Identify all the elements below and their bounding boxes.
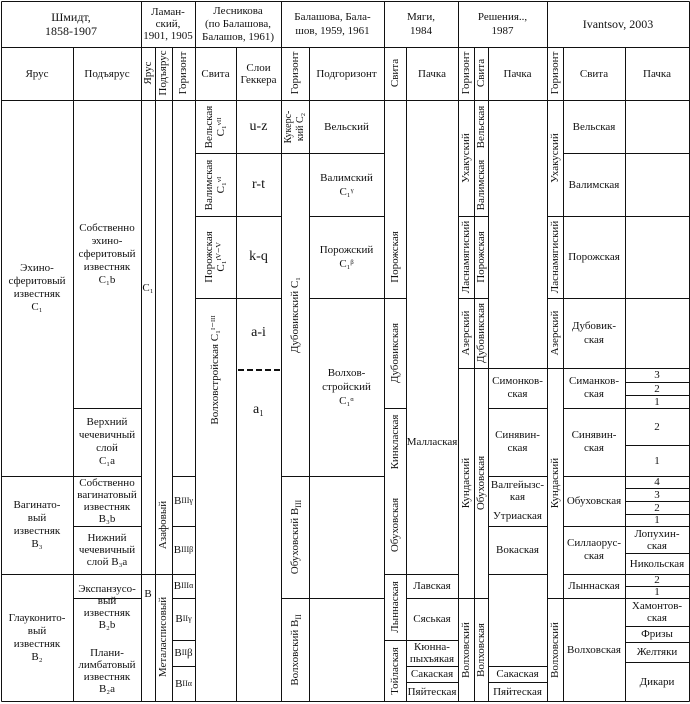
ivantsov-khamont: Хамонтов- ская (631, 600, 683, 624)
balashova-valimsky: Валимский C₁ᵞ (320, 171, 373, 198)
lamansky-c1: C₁ (142, 282, 154, 294)
ivantsov-dikari: Дикари (639, 675, 675, 688)
resheniya-valgei: Валгейызс- кая (490, 479, 545, 503)
ivantsov-velsk: Вельская (572, 120, 616, 133)
lamansky-b3b: B III β (173, 544, 194, 556)
schmidt-b2b: Экспанзусо- вый известняк B₂b (78, 583, 136, 631)
col-l-podyarus: Подъярус (157, 50, 169, 96)
lesnikova-volkhovstroy: Волховстройская C₁ᴵ⁻ᴵᴵᴵ (209, 315, 221, 425)
col-podyarus: Подъярус (84, 67, 130, 80)
ivantsov-azer: Азерский (549, 310, 561, 356)
lamansky-b2b: B II β (174, 647, 193, 659)
myagi-syasskaya: Сяськая (413, 613, 451, 625)
resheniya-azer: Азерский (460, 310, 472, 356)
ivantsov-porozh: Порожская (568, 251, 620, 263)
resheniya-simonk: Симонков- ская (492, 375, 543, 400)
lesnikova-velskaya: Вельская C₁ᵛᴵᴵ (203, 105, 227, 149)
lamansky-b2a: B II α (175, 677, 192, 690)
author-lesnikova: Лесникова (по Балашова, Балашов, 1961) (202, 4, 274, 43)
boundary-dashed-line (238, 369, 280, 371)
resheniya-sakask: Сакаская (496, 668, 539, 680)
schmidt-b2: Глауконито- вый известняк B₂ (8, 611, 66, 663)
myagi-pyaitesk: Пяйтеская (407, 685, 457, 698)
schmidt-c1b: Собственно эхино- сферитовый известняк C₁b (78, 221, 136, 286)
ivantsov-sillaor: Силлаорус- ская (567, 537, 621, 562)
col-yarus: Ярус (25, 67, 49, 80)
resheniya-porozh: Порожская (475, 231, 487, 283)
author-ivantsov: Ivantsov, 2003 (582, 17, 654, 31)
ivantsov-frizy: Фризы (641, 628, 673, 640)
myagi-lavskaya: Лавская (413, 580, 451, 592)
resheniya-utria: Утриаская (492, 510, 542, 522)
schmidt-b3: Вагинато- вый известняк B₃ (13, 499, 61, 550)
author-resheniya: Решения.., 1987 (477, 11, 528, 37)
balashova-dubovik: Дубовикский C₁ (289, 276, 301, 354)
author-myagi: Мяги, 1984 (407, 11, 435, 37)
ivantsov-o3: 3 (654, 488, 660, 501)
myagi-mallaskaya: Маллаская (406, 436, 458, 448)
myagi-lynnas: Лыннаская (389, 581, 401, 633)
ivantsov-obukh: Обуховская (566, 495, 622, 507)
resheniya-volkh: Волховский (460, 622, 472, 678)
myagi-porozhskaya: Порожская (389, 231, 401, 283)
col-m-pachka: Пачка (418, 67, 446, 80)
lamansky-b3g: B III γ (174, 495, 193, 507)
author-schmidt: Шмидт, 1858-1907 (45, 10, 97, 38)
schmidt-b3b: Собственно вагинатовый известняк B₃b (77, 477, 137, 525)
balashova-porozhsky: Порожский C₁ᵝ (319, 244, 374, 270)
balashova-volkhovstroy: Волхов- стройский C₁ᵅ (322, 367, 371, 407)
ivantsov-s2: 2 (654, 420, 660, 433)
schmidt-b3a: Нижний чечевичный слой B₃a (78, 532, 136, 568)
ivantsov-dubov: Дубовик- ская (571, 320, 617, 346)
resheniya-volkhs: Волховская (475, 623, 487, 677)
resheniya-sinyav: Синявин- ская (495, 429, 540, 454)
myagi-dubovik: Дубовикская (389, 322, 401, 384)
ivantsov-p1: 1 (654, 395, 660, 408)
resheniya-dubov: Дубовикская (475, 302, 487, 364)
col-l-yarus: Ярус (142, 61, 154, 85)
lamansky-metalaspisovy: Металасписовый (157, 596, 169, 678)
col-podgorizont: Подгоризонт (316, 67, 377, 80)
col-r-gorizont: Горизонт (460, 51, 472, 95)
lesnikova-uz: u-z (249, 118, 268, 134)
ivantsov-l1: 1 (654, 586, 660, 598)
ivantsov-p3: 3 (654, 369, 660, 381)
schmidt-c1a: Верхний чечевичный слой C₁a (78, 416, 136, 467)
ivantsov-o4: 4 (654, 476, 660, 488)
lamansky-azafovy: Азафовый (157, 500, 169, 550)
balashova-volkhov: Волховский $B_{II}$ (289, 614, 304, 686)
resheniya-valim: Валимская (475, 159, 487, 211)
col-m-svita: Свита (389, 58, 401, 88)
myagi-kyunna: Кюнна- пыхъякая (409, 641, 455, 665)
ivantsov-ukhaku: Ухакуский (549, 133, 561, 183)
balashova-kukers: Кукерс- кий C₂ (283, 110, 306, 144)
ivantsov-o1: 1 (654, 514, 660, 526)
lamansky-b3a: B III α (173, 580, 194, 592)
ivantsov-lopukh: Лопухин- ская (634, 527, 680, 552)
lesnikova-rt: r-t (252, 176, 265, 192)
lesnikova-kq: k-q (249, 249, 268, 264)
resheniya-kund: Кундаский (460, 457, 472, 509)
col-i-svita: Свита (579, 67, 609, 80)
author-lamansky: Ламан- ский, 1901, 1905 (143, 6, 193, 42)
ivantsov-simank: Симанков- ская (568, 375, 620, 400)
schmidt-c1: Эхино- сферитовый известняк C₁ (8, 262, 66, 313)
ivantsov-s1: 1 (654, 454, 660, 467)
ivantsov-volkhs: Волховская (567, 643, 621, 656)
resheniya-ukhaku: Ухакуский (460, 133, 472, 183)
ivantsov-p2: 2 (654, 382, 660, 395)
resheniya-obukh: Обуховская (475, 455, 487, 511)
ivantsov-nikol: Никольская (629, 557, 685, 570)
ivantsov-lasnam: Ласнамягиский (549, 220, 561, 294)
col-r-svita: Свита (475, 58, 487, 88)
balashova-obukhov: Обуховский $B_{III}$ (289, 499, 304, 575)
ivantsov-kund: Кундаский (549, 457, 561, 509)
ivantsov-valim: Валимская (568, 178, 620, 191)
myagi-kinkl: Кинклаская (389, 414, 401, 470)
myagi-toila: Тойлаская (389, 647, 401, 695)
resheniya-vokask: Вокаская (496, 544, 539, 556)
col-sloi-gekkera: Слои Геккера (240, 61, 277, 86)
lesnikova-porozhskaya: Порожская C₁ᴵⱽ⁻ⱽ (203, 231, 227, 283)
myagi-sakaskaya: Сакаская (410, 668, 454, 680)
col-i-gorizont: Горизонт (549, 51, 561, 95)
col-b-gorizont: Горизонт (289, 51, 301, 95)
author-balashova: Балашова, Бала- шов, 1959, 1961 (294, 11, 371, 37)
schmidt-b2a: Плани- лимбатовый известняк B₂a (78, 646, 136, 695)
resheniya-lasnam: Ласнамягиский (460, 220, 472, 294)
balashova-velsky: Вельский (324, 120, 369, 133)
lamansky-b: B (144, 588, 152, 600)
col-svita: Свита (201, 67, 230, 80)
ivantsov-sinyav: Синявин- ская (571, 429, 617, 454)
ivantsov-l2: 2 (654, 574, 660, 586)
col-l-gorizont: Горизонт (177, 51, 189, 95)
resheniya-velsk: Вельская (475, 105, 487, 149)
ivantsov-o2: 2 (654, 501, 660, 514)
resheniya-pyait: Пяйтеская (493, 685, 542, 698)
lesnikova-valimskaya: Валимская C₁ᵛᴵ (203, 159, 227, 211)
myagi-obukh: Обуховская (389, 497, 401, 553)
ivantsov-volkh: Волховский (549, 622, 561, 678)
lesnikova-ai: a-i (251, 325, 266, 340)
col-r-pachka: Пачка (503, 67, 532, 80)
lamansky-b2g: B II γ (175, 613, 192, 625)
ivantsov-lynnas: Лыннаская (568, 580, 620, 592)
lesnikova-a1: a₁ (252, 402, 265, 417)
ivantsov-zheltyaki: Желтяки (636, 646, 678, 658)
col-i-pachka: Пачка (643, 67, 671, 80)
